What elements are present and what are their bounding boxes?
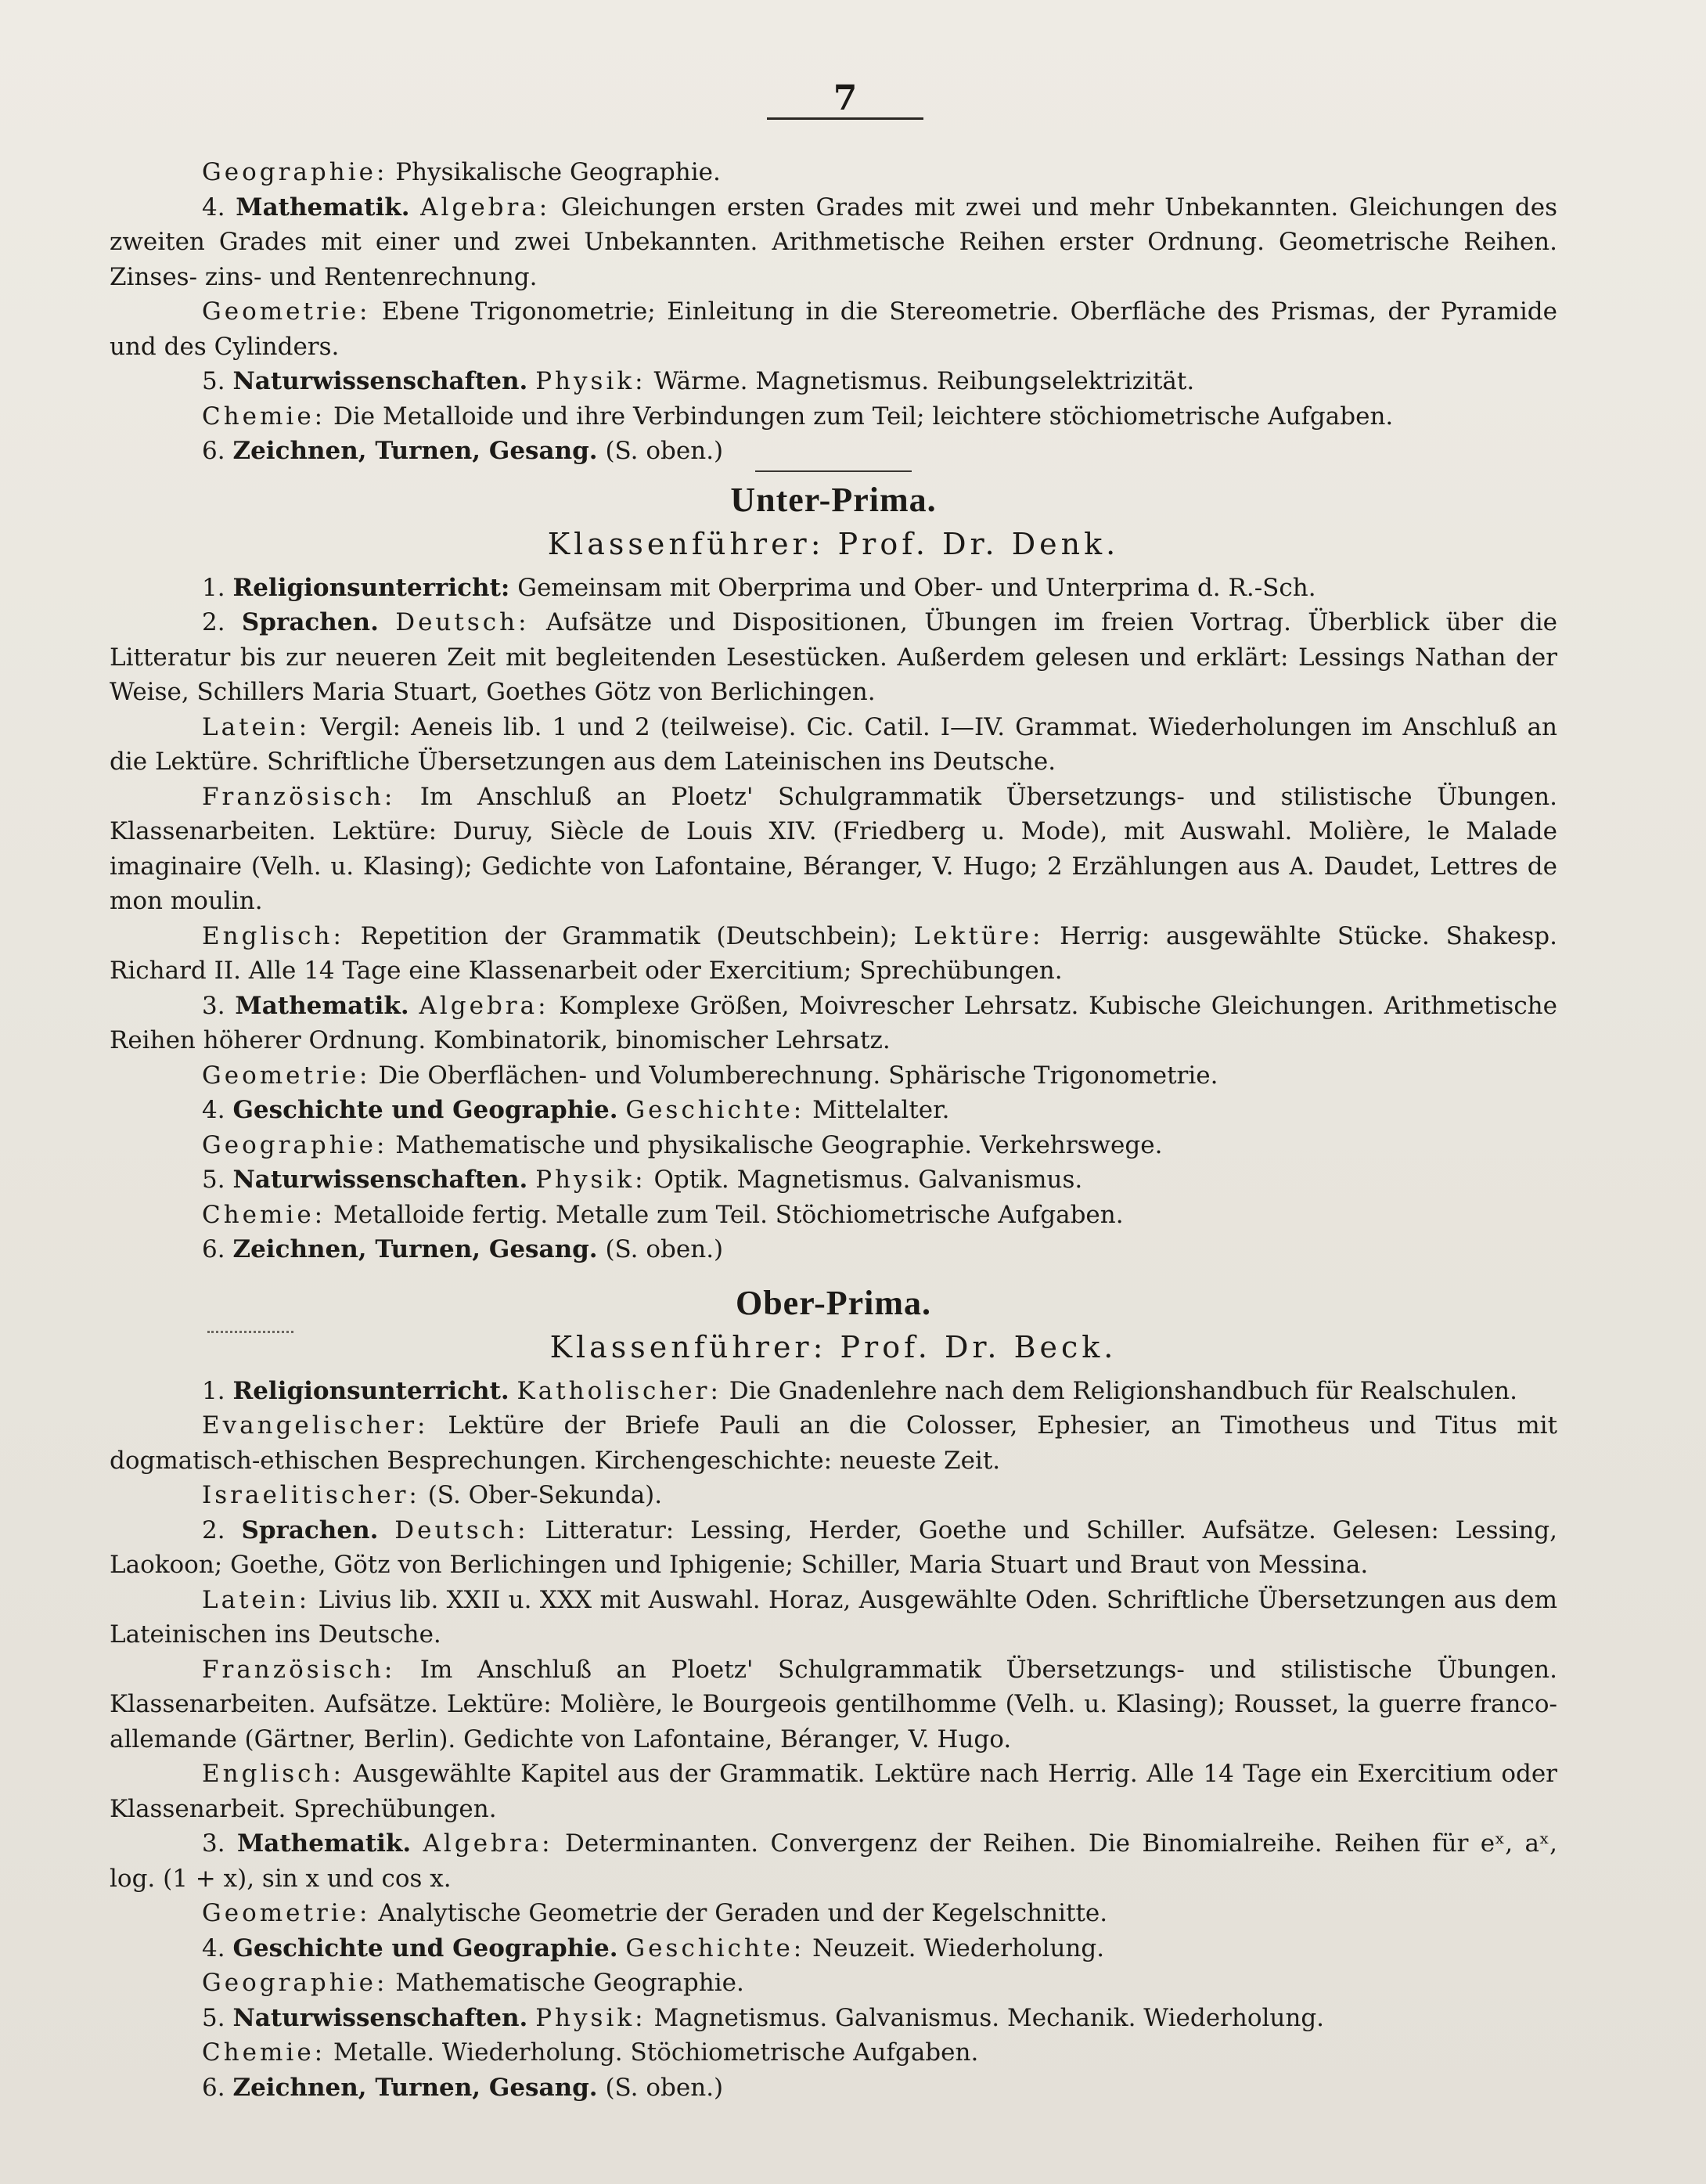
paragraph (110, 1162, 1557, 1198)
subject-heading: Mathematik. (236, 1829, 412, 1858)
paragraph (110, 571, 1557, 606)
subject-heading: Geschichte und Geographie. (232, 1096, 618, 1124)
paragraph (110, 1513, 1557, 1583)
paragraph (110, 1058, 1557, 1094)
paragraph (110, 1583, 1557, 1652)
paragraph (110, 399, 1557, 434)
text-run: Neuzeit. Wiederholung. (804, 1934, 1105, 1962)
text-run: 4. (202, 1934, 233, 1962)
text-run (379, 608, 395, 636)
paragraph (110, 1652, 1557, 1757)
paragraph (110, 1093, 1557, 1128)
class-teacher: Klassenführer: Prof. Dr. Denk. (547, 526, 1120, 561)
text-run: Gleichungen ersten Grades mit zwei und mehr Unbekannten. Gleichungen des zweiten Grades mit einer und zwei Unbekannten. Arithmetische Reihen erster Ordnung. Geometrische Reihen. Zinses- zins- und Rentenrechnung. (110, 193, 1557, 291)
text-run: 2. (202, 608, 242, 636)
subject-heading: Naturwissenschaften. (232, 1166, 528, 1194)
paragraph (110, 1478, 1557, 1513)
topic-label: Englisch: (202, 921, 344, 950)
text-run: Optik. Magnetismus. Galvanismus. (646, 1166, 1083, 1194)
text-run: Im Anschluß an Ploetz' Schulgrammatik Übersetzungs- und stilistische Übungen. Klassenarbeiten. Aufsätze. Lektüre: Molière, le Bourgeois gentilhomme (Velh. u. Klasing); Rousset, la guerre franco-allemande (Gärtner, Berlin). Gedichte von Lafontaine, Béranger, V. Hugo. (110, 1655, 1557, 1753)
text-run: 3. (202, 991, 236, 1020)
text-run: 3. (202, 1829, 237, 1858)
subject-heading: Mathematik. (235, 991, 409, 1020)
subject-heading: Mathematik. (236, 193, 410, 222)
topic-label: Geometrie: (202, 1899, 371, 1927)
text-run (618, 1934, 626, 1962)
text-run: 1. (202, 1376, 233, 1405)
subject-heading: Zeichnen, Turnen, Gesang. (232, 1235, 598, 1263)
text-run (509, 1377, 517, 1405)
topic-label: Geographie: (202, 1130, 388, 1159)
paragraph (110, 1896, 1557, 1931)
text-run: (S. oben.) (597, 1235, 724, 1263)
paragraph (110, 155, 1557, 190)
paragraph (110, 1966, 1557, 2001)
text-run: Livius lib. XXII u. XXX mit Auswahl. Horaz, Ausgewählte Oden. Schriftliche Übersetzungen aus dem Lateinischen ins Deutsche. (110, 1585, 1557, 1649)
class-section (110, 470, 1557, 1267)
page-number: 7 (833, 78, 858, 118)
topic-label: Evangelischer: (202, 1411, 429, 1440)
section-title: Ober-Prima. (735, 1283, 932, 1322)
paragraph (110, 2035, 1557, 2070)
paragraph (110, 780, 1557, 919)
topic-label: Geographie: (202, 1969, 388, 1997)
paragraph (110, 919, 1557, 989)
text-run (527, 367, 535, 395)
topic-label: Deutsch: (395, 608, 530, 636)
text-run (618, 1096, 626, 1124)
paragraph (110, 1374, 1557, 1409)
topic-label: Französisch: (202, 782, 396, 811)
topic-label: Geschichte: (625, 1934, 805, 1962)
text-run: (S. oben.) (597, 437, 724, 465)
text-run: Physikalische Geographie. (387, 158, 721, 186)
text-run: 5. (202, 1166, 233, 1194)
topic-label: Englisch: (202, 1760, 344, 1788)
text-run: Wärme. Magnetismus. Reibungselektrizität. (646, 367, 1195, 395)
text-run (410, 193, 421, 222)
text-run: Gemeinsam mit Oberprima und Ober- und Unterprima d. R.-Sch. (509, 573, 1316, 602)
subject-heading: Religionsunterricht: (232, 573, 510, 602)
text-run: Im Anschluß an Ploetz' Schulgrammatik Übersetzungs- und stilistische Übungen. Klassenarbeiten. Lektüre: Duruy, Siècle de Louis XIV. (Friedberg u. Mode), mit Auswahl. Molière, le Malade imaginaire (Velh. u. Klasing); Gedichte von Lafontaine, Béranger, V. Hugo; 2 Erzählungen aus A. Daudet, Lettres de mon moulin. (110, 782, 1557, 915)
text-run: Metalloide fertig. Metalle zum Teil. Stöchiometrische Aufgaben. (326, 1200, 1124, 1229)
subject-heading: Zeichnen, Turnen, Gesang. (232, 437, 598, 465)
subject-heading: Naturwissenschaften. (232, 2003, 528, 2032)
text-run: Lektüre der Briefe Pauli an die Colosser, Ephesier, an Timotheus und Titus mit dogmatisch-ethischen Besprechungen. Kirchengeschichte: neueste Zeit. (110, 1411, 1557, 1475)
text-run: Vergil: Aeneis lib. 1 und 2 (teilweise). Cic. Catil. I—IV. Grammat. Wiederholungen im Anschluß an die Lektüre. Schriftliche Übersetzungen aus dem Lateinischen ins Deutsche. (110, 712, 1557, 776)
paragraph (110, 1408, 1557, 1478)
text-run: Die Metalloide und ihre Verbindungen zum Teil; leichtere stöchiometrische Aufgaben. (326, 402, 1394, 431)
text-run: Mittelalter. (804, 1096, 950, 1124)
text-run (527, 1166, 535, 1194)
text-run: Magnetismus. Galvanismus. Mechanik. Wiederholung. (646, 2003, 1325, 2032)
topic-label: Algebra: (419, 991, 549, 1020)
text-run: Die Oberflächen- und Volumberechnung. Sphärische Trigonometrie. (370, 1061, 1218, 1090)
topic-label: Lektüre: (913, 921, 1044, 950)
text-run: 1. (202, 573, 233, 602)
paragraph (110, 1757, 1557, 1826)
paragraph (110, 190, 1557, 295)
sections-container (110, 470, 1557, 2106)
text-run: Herrig: ausgewählte Stücke. Shakesp. Richard II. Alle 14 Tage eine Klassenarbeit oder Exercitium; Sprechübungen. (110, 921, 1558, 985)
topic-label: Geometrie: (202, 1061, 371, 1090)
text-run: Determinanten. Convergenz der Reihen. Die Binomialreihe. Reihen für eˣ, aˣ, log. (1 + x), sin x und cos x. (110, 1829, 1557, 1893)
paragraph (110, 1128, 1557, 1163)
subject-heading: Zeichnen, Turnen, Gesang. (232, 2073, 598, 2102)
text-run: 6. (202, 2073, 233, 2102)
topic-label: Physik: (535, 367, 646, 395)
paragraph (110, 710, 1557, 780)
text-run: Ausgewählte Kapitel aus der Grammatik. Lektüre nach Herrig. Alle 14 Tage ein Exercitium oder Klassenarbeit. Sprechübungen. (110, 1760, 1557, 1823)
text-run: (S. oben.) (597, 2073, 724, 2102)
topic-label: Latein: (202, 712, 311, 741)
text-run: 2. (202, 1515, 242, 1544)
topic-label: Physik: (535, 1166, 646, 1194)
paragraph (110, 1198, 1557, 1233)
class-teacher: Klassenführer: Prof. Dr. Beck. (549, 1329, 1118, 1364)
paragraph (110, 2070, 1557, 2106)
subject-heading: Religionsunterricht. (232, 1376, 509, 1405)
topic-label: Latein: (202, 1585, 311, 1614)
topic-label: Geometrie: (202, 297, 371, 326)
topic-label: Physik: (535, 2003, 646, 2032)
subject-heading: Sprachen. (241, 1515, 379, 1544)
topic-label: Deutsch: (394, 1515, 529, 1544)
document-body (110, 155, 1557, 2105)
intro-block (110, 155, 1557, 469)
paragraph (110, 1232, 1557, 1267)
text-run: Aufsätze und Dispositionen, Übungen im freien Vortrag. Überblick über die Litteratur bis zur neueren Zeit mit begleitenden Lesestücken. Außerdem gelesen und erklärt: Lessings Nathan der Weise, Schillers Maria Stuart, Goethes Götz von Berlichingen. (110, 608, 1557, 706)
text-run: Litteratur: Lessing, Herder, Goethe und Schiller. Aufsätze. Gelesen: Lessing, Laokoon; Goethe, Götz von Berlichingen und Iphigenie; Schiller, Maria Stuart und Braut von Messina. (110, 1515, 1557, 1579)
text-run: 6. (202, 1235, 233, 1263)
text-run: Mathematische Geographie. (387, 1969, 744, 1997)
paragraph (110, 294, 1557, 364)
subject-heading: Geschichte und Geographie. (232, 1934, 618, 1962)
section-title: Unter-Prima. (730, 480, 937, 519)
class-section (110, 1281, 1557, 2106)
subject-heading: Sprachen. (241, 608, 379, 636)
text-run: Mathematische und physikalische Geographie. Verkehrswege. (387, 1130, 1163, 1159)
paragraph (110, 2001, 1557, 2036)
topic-label: Algebra: (420, 193, 551, 222)
paragraph (110, 605, 1557, 710)
text-run (378, 1516, 394, 1544)
text-run: 5. (202, 2003, 233, 2032)
topic-label: Chemie: (202, 2038, 326, 2067)
topic-label: Chemie: (202, 402, 326, 431)
paragraph (110, 1826, 1557, 1896)
topic-label: Algebra: (423, 1829, 553, 1858)
topic-label: Katholischer: (516, 1376, 722, 1405)
text-run: Komplexe Größen, Moivrescher Lehrsatz. Kubische Gleichungen. Arithmetische Reihen höherer Ordnung. Kombinatorik, binomischer Lehrsatz. (110, 991, 1557, 1054)
paragraph (110, 364, 1557, 399)
paragraph (110, 1931, 1557, 1966)
topic-label: Chemie: (202, 1200, 326, 1229)
topic-label: Geschichte: (625, 1096, 805, 1124)
text-run: 4. (202, 193, 236, 222)
text-run: Repetition der Grammatik (Deutschbein); (344, 921, 914, 950)
section-divider (755, 470, 912, 472)
text-run: Ebene Trigonometrie; Einleitung in die Stereometrie. Oberfläche des Prismas, der Pyramide und des Cylinders. (110, 297, 1557, 361)
page-number-rule (767, 117, 923, 120)
text-run (409, 992, 419, 1020)
topic-label: Israelitischer: (202, 1481, 420, 1509)
paragraph (110, 434, 1557, 469)
paragraph (110, 989, 1557, 1058)
text-run (527, 2004, 535, 2032)
text-run: 4. (202, 1096, 233, 1124)
topic-label: Geographie: (202, 158, 388, 186)
text-run: Die Gnadenlehre nach dem Religionshandbuch für Realschulen. (721, 1376, 1517, 1405)
text-run: 6. (202, 437, 233, 465)
text-run: (S. Ober-Sekunda). (419, 1481, 663, 1509)
text-run: Metalle. Wiederholung. Stöchiometrische Aufgaben. (326, 2038, 979, 2067)
text-run: 5. (202, 367, 233, 395)
text-run (411, 1829, 423, 1858)
subject-heading: Naturwissenschaften. (232, 367, 528, 395)
topic-label: Französisch: (202, 1655, 396, 1684)
text-run: Analytische Geometrie der Geraden und der Kegelschnitte. (370, 1899, 1108, 1927)
